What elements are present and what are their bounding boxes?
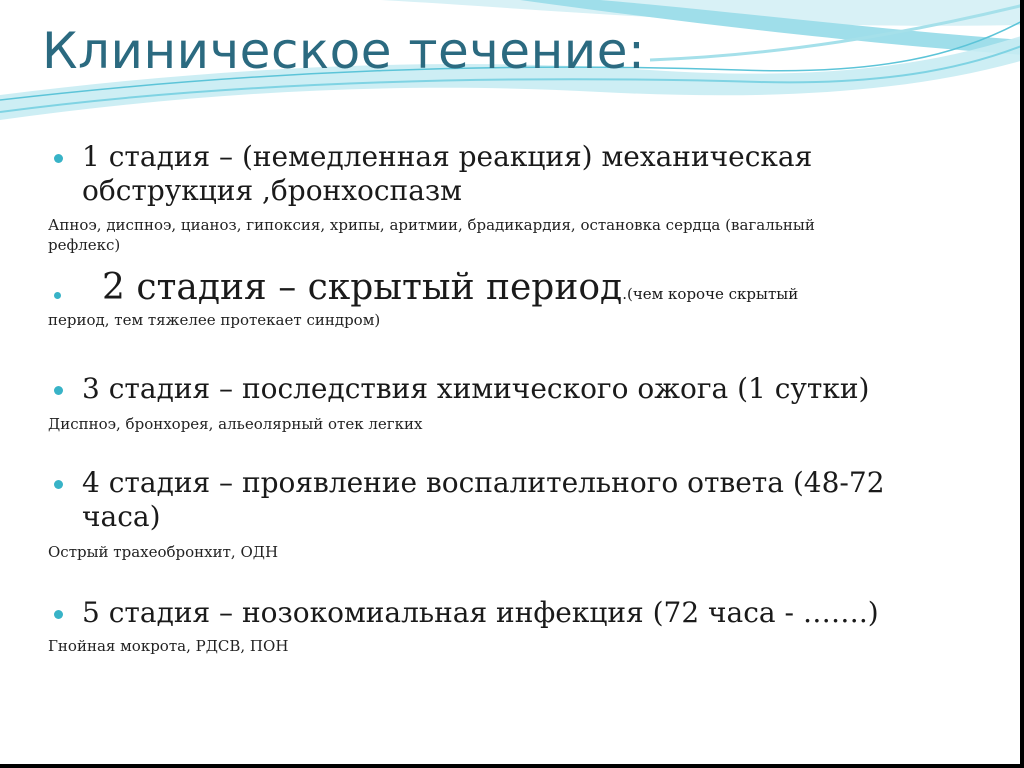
bullet-dot-icon	[54, 610, 63, 619]
stage-5	[48, 596, 908, 656]
stage-heading: 5 стадия – нозокомиальная инфекция (72 часа - …….)	[82, 596, 879, 629]
stage-1	[48, 140, 908, 255]
stage-4	[48, 466, 908, 562]
stage-detail: Диспноэ, бронхорея, альеолярный отек легких	[48, 415, 423, 433]
stage-heading: 2 стадия – скрытый период	[102, 267, 623, 308]
bullet-dot-icon	[54, 480, 63, 489]
stage-detail: Гнойная мокрота, РДСВ, ПОН	[48, 637, 289, 655]
stage-detail: Острый трахеобронхит, ОДН	[48, 543, 279, 561]
stage-detail: период, тем тяжелее протекает синдром)	[48, 311, 381, 329]
stage-inline-note: .(чем короче скрытый	[622, 285, 799, 303]
stage-heading: 1 стадия – (немедленная реакция) механическая обструкция ,бронхоспазм	[82, 140, 813, 207]
stage-heading: 3 стадия – последствия химического ожога (1 сутки)	[82, 372, 870, 405]
stage-detail: Апноэ, диспноэ, цианоз, гипоксия, хрипы, аритмии, брадикардия, остановка сердца (вагальный рефлекс)	[48, 216, 815, 254]
stage-2	[48, 268, 908, 330]
bullet-dot-icon	[54, 386, 63, 395]
bullet-dot-icon	[54, 154, 63, 163]
slide-title: Клиническое течение:	[42, 22, 646, 80]
bullet-dot-icon	[54, 292, 61, 299]
stage-3	[48, 372, 908, 434]
stage-heading: 4 стадия – проявление воспалительного ответа (48-72 часа)	[82, 466, 885, 533]
